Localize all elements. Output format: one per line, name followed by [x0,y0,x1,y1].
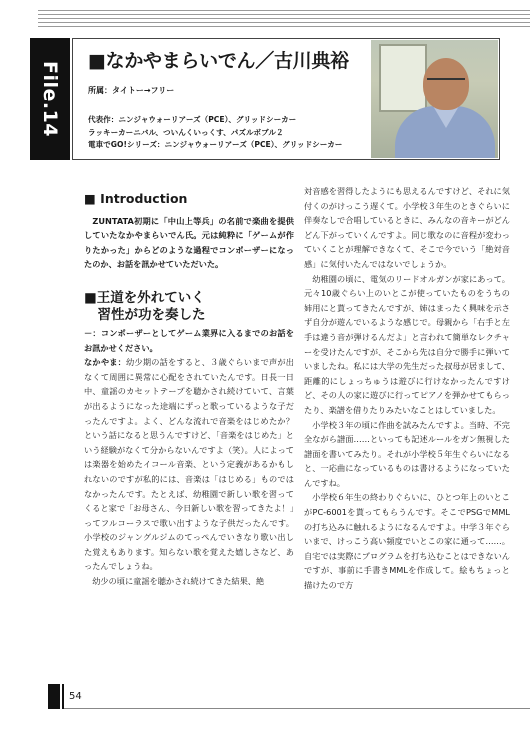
left-column [84,184,294,589]
introduction-heading: ■ Introduction [84,191,188,206]
introduction-text: ZUNTATA初期に「中山上等兵」の名前で楽曲を提供していたなかやまらいでん氏。元は純粋に「ゲームが作りたかった」からどのような過程でコンポーザーになったのか、お話を訊かせていただいた。 [84,215,294,270]
music-staff-decoration [38,10,530,32]
portrait-photo [371,40,498,158]
works-line: ラッキーカーニバル、ついんくいっくす、パズルボブル２ [88,127,284,137]
affiliation-text: 所属：タイトー→フリー [88,86,175,95]
right-column [304,184,510,593]
answer-continuation: 幼少の頃に童謡を聴かされ続けてきた結果、絶 [84,576,265,587]
section-heading-line-2: 習性が功を奏した [84,306,206,323]
interview-question: －：コンポーザーとしてゲーム業界に入るまでのお話をお訊かせください。 [84,327,294,353]
works-line: 電車でGO!シリーズ：ニンジャウォーリアーズ（PCE）、グリッドシーカー [88,140,343,149]
file-number-label: File.14 [39,60,61,138]
footer-bar-mark [48,684,60,709]
paragraph: 対音感を習得したようにも思えるんですけど、それに気付くのがけっこう遅くて。小学校３年生のときぐらいに伴奏なしで合唱しているときに、みんなの音キーがどんどん下がっていくんですよ。同じ歌なのに音程が変わっていくことが理解できなくて、そこで今でいう「絶対音感」に気付いたんではないでしょうか。 [304,186,510,269]
file-number-tab [30,38,70,160]
page-number: 54 [69,691,82,702]
footer-rule [64,708,530,709]
paragraph: 幼稚園の頃に、電気のリードオルガンが家にあって。元々10歳ぐらい上のいとこが使っていたものをうちの姉用にと貰ってきたんですが、姉はまったく興味を示さず自分が遊んでいるような感じで。母親から「右手と左手は違う音が弾けるんだよ」と言われて簡単なレクチャーを受けたんですが、そこから先は自分で勝手に弾いていましたね。私には大学の先生だった叔母が居まして、距離的にしょっちゅうは遊びに行けなかったんですけど、その人の家に遊びに行ってピアノを弾かせてもらったり、楽譜を借りたりみたいなことはしていました。 [304,273,510,415]
section-heading [84,290,294,324]
section-heading-line-1: ■王道を外れていく [84,289,205,306]
paragraph: 小学校３年の頃に作曲を試みたんですよ。当時、不完全ながら譜面……といっても記述ルールをガン無視した譜面を書いてみたり。それが小学校５年生ぐらいになると、一応曲になっているものは書けるようになっていたんですね。 [304,419,510,488]
answer-text: 幼少期の話をすると、３歳ぐらいまで声が出なくて周囲に異常に心配をされていたんです。日長一日中、童謡のカセットテープを聴かされ続けていて、言葉が出るようになった途端にずっと歌っているような子だったんですよ。よく、どんな流れで音楽をはじめたか？ という話になると思うんですけど、「音楽をはじめた」という経験がなくて分からないんですよ（笑）。人によっては楽器を始めたイコール音楽、という定義があるかもしれないのですが私的には、音楽は「はじめる」ものではなかったんです。たとえば、幼稚園で新しい歌を習ってくると家で「お母さん、今日新しい歌を習ってきたよ！」ってフルコーラスで歌い出すような子供だったんです。小学校のジャングルジムのてっぺんでいきなり歌い出した覚えもあります。知らない歌を覚えた嬉しさなど、あったんでしょうね。 [84,357,294,572]
paragraph: 小学校６年生の終わりぐらいに、ひとつ年上のいとこがPC-6001を貰ってもらうんです。そこでPSGでMMLの打ち込みに触れるようになるんですよ。中学３年ぐらいまで、けっこう高い頻度でいとこの家に通って……。自宅では実際にプログラムを打ち込むことはできないんですが、事前に手書きMMLを作成して。絵もちょっと描けたので方 [304,492,510,591]
page-title: ■なかやまらいでん／古川典裕 [88,50,349,72]
works-line: 代表作：ニンジャウォーリアーズ（PCE）、グリッドシーカー [88,115,297,124]
interview-answer [84,355,294,574]
footer-bar-mark-thin [62,684,64,709]
speaker-label: なかやま： [84,357,127,368]
representative-works [88,114,342,152]
